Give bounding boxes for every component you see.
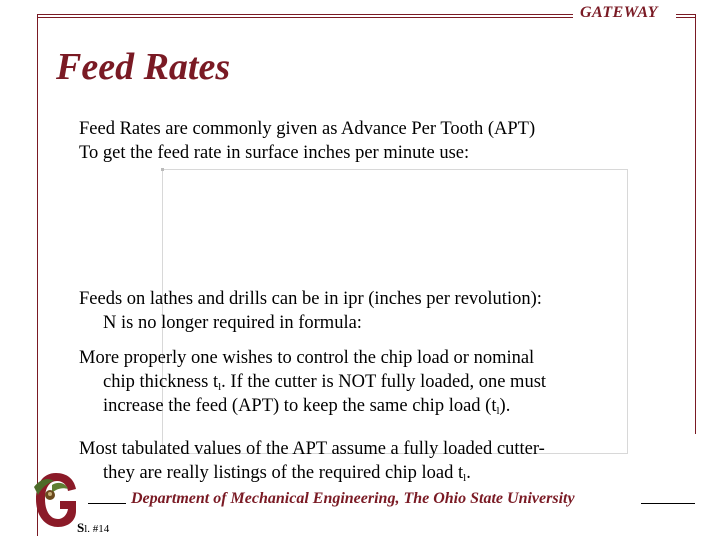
text-line: N is no longer required in formula: <box>103 313 362 333</box>
text-fragment: ). <box>499 396 511 416</box>
text-line: Feed Rates are commonly given as Advance Per Tooth (APT) <box>79 119 536 139</box>
footer-rule-left <box>88 503 126 504</box>
paragraph-tabulated <box>79 437 545 485</box>
text-line: Feeds on lathes and drills can be in ipr (inches per revolution): <box>79 289 542 309</box>
gateway-brand: GATEWAY <box>580 4 658 21</box>
frame-top-border <box>37 14 573 15</box>
text-line: To get the feed rate in surface inches per minute use: <box>79 143 470 163</box>
equation-placeholder-corner <box>161 168 164 171</box>
text-fragment: they are really listings of the required chip load t <box>103 463 464 483</box>
frame-top-border-right <box>676 14 696 15</box>
paragraph-ipr <box>79 287 542 335</box>
footer-rule-right <box>641 503 695 504</box>
buckeye-logo-icon <box>30 465 85 535</box>
frame-top-border-right-inner <box>676 17 696 18</box>
text-fragment: chip thickness t <box>103 372 219 392</box>
text-line <box>79 370 546 394</box>
subscript-l: l <box>463 472 467 484</box>
text-fragment: . If the cutter is NOT fully loaded, one must <box>221 372 547 392</box>
text-fragment: . <box>466 463 471 483</box>
frame-right-border <box>695 14 696 434</box>
slide-number-value: l. #14 <box>84 523 110 535</box>
frame-top-border-inner <box>37 17 573 18</box>
paragraph-apt <box>79 117 535 165</box>
text-line: Most tabulated values of the APT assume a fully loaded cutter- <box>79 439 545 459</box>
subscript-l: l <box>496 405 500 417</box>
text-line: More properly one wishes to control the chip load or nominal <box>79 348 535 368</box>
text-line <box>79 394 546 418</box>
paragraph-chip-load <box>79 346 546 418</box>
footer-department: Department of Mechanical Engineering, The Ohio State University <box>131 490 575 507</box>
text-fragment: increase the feed (APT) to keep the same chip load (t <box>103 396 497 416</box>
slide-number-prefix: S <box>77 520 85 535</box>
text-line <box>79 461 545 485</box>
slide-number <box>77 520 109 536</box>
slide-title: Feed Rates <box>56 46 231 88</box>
subscript-l: l <box>218 381 222 393</box>
frame-left-border <box>37 14 38 536</box>
